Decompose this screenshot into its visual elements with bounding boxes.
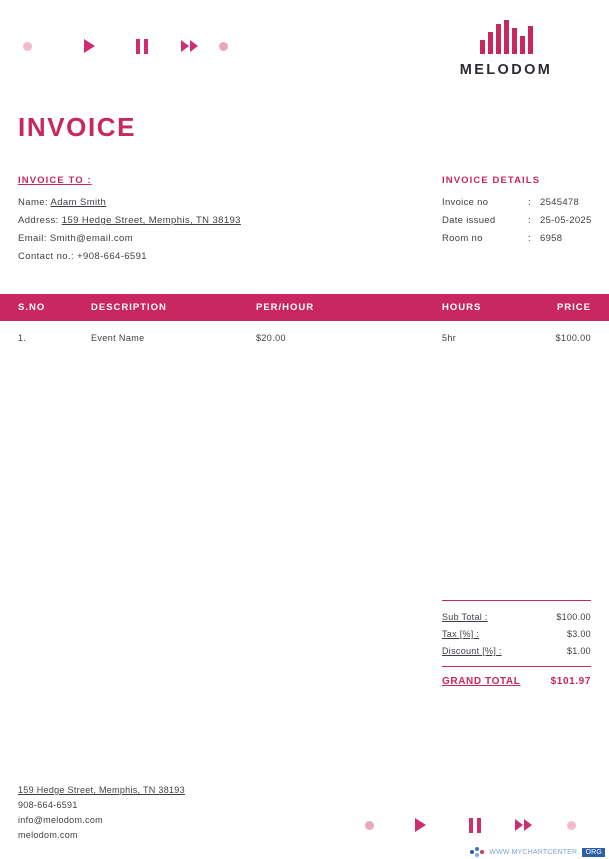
record-dot-icon-4 — [567, 821, 576, 830]
room-no-value: 6958 — [540, 233, 563, 244]
customer-email-row — [18, 233, 348, 244]
customer-email-label: Email: — [18, 233, 47, 244]
customer-name-value: Adam Smith — [50, 197, 107, 208]
brand-logo — [411, 20, 601, 78]
customer-address-row — [18, 215, 348, 226]
date-issued-value: 25-05-2025 — [540, 215, 592, 226]
column-header-per-hour: PER/HOUR — [256, 302, 315, 313]
cell-per-hour: $20.00 — [256, 333, 286, 343]
tax-label: Tax [%] : — [442, 629, 480, 639]
footer-contact — [18, 783, 185, 843]
customer-contact-value: +908-664-6591 — [77, 251, 147, 262]
items-table-header — [0, 294, 609, 321]
totals-block — [442, 600, 591, 687]
invoice-details-row — [442, 197, 592, 215]
page-title: INVOICE — [18, 112, 137, 142]
sub-total-row — [442, 612, 591, 622]
equalizer-icon — [411, 20, 601, 54]
brand-name: MELODOM — [459, 62, 553, 78]
column-header-sno: S.NO — [18, 302, 46, 313]
footer-phone: 908-664-6591 — [18, 800, 78, 810]
invoice-to-block — [18, 175, 348, 269]
totals-divider-bottom — [442, 666, 591, 667]
invoice-no-separator: : — [528, 197, 531, 208]
record-dot-icon-2 — [219, 42, 228, 51]
customer-contact-row — [18, 251, 348, 262]
totals-divider-top — [442, 600, 591, 601]
table-row — [0, 333, 609, 347]
top-decoration-row — [18, 36, 248, 58]
date-issued-separator: : — [528, 215, 531, 226]
watermark-org: ORG — [582, 848, 605, 857]
pause-icon — [136, 39, 148, 54]
invoice-details-row — [442, 215, 592, 233]
customer-contact-label: Contact no.: — [18, 251, 75, 262]
play-icon — [84, 39, 95, 53]
discount-label: Discount [%] : — [442, 646, 502, 656]
watermark-logo-icon — [470, 847, 486, 857]
play-icon-2 — [415, 818, 426, 832]
cell-description: Event Name — [91, 333, 145, 343]
date-issued-label: Date issued — [442, 215, 496, 226]
grand-total-label: GRAND TOTAL — [442, 676, 521, 687]
invoice-details-heading: INVOICE DETAILS — [442, 175, 541, 186]
cell-sno: 1. — [18, 333, 27, 343]
record-dot-icon-3 — [365, 821, 374, 830]
sub-total-value: $100.00 — [556, 612, 591, 622]
tax-row — [442, 629, 591, 639]
grand-total-row — [442, 676, 591, 687]
customer-name-label: Name: — [18, 197, 48, 208]
footer-address: 159 Hedge Street, Memphis, TN 38193 — [18, 785, 185, 795]
column-header-price: PRICE — [556, 302, 591, 313]
customer-email-value: Smith@email.com — [49, 233, 134, 244]
watermark-text: WWW.MYCHARTCENTER. — [489, 848, 580, 856]
invoice-details-row — [442, 233, 592, 251]
watermark — [470, 847, 605, 857]
sub-total-label: Sub Total : — [442, 612, 488, 622]
invoice-to-heading-text: INVOICE TO : — [18, 175, 92, 186]
footer-website: melodom.com — [18, 830, 78, 840]
cell-hours: 5hr — [442, 333, 457, 343]
discount-value: $1.00 — [566, 646, 591, 656]
grand-total-value: $101.97 — [550, 676, 591, 687]
room-no-separator: : — [528, 233, 531, 244]
invoice-details-block — [442, 175, 602, 251]
discount-row — [442, 646, 591, 656]
tax-value: $3.00 — [566, 629, 591, 639]
invoice-details-table — [442, 197, 592, 251]
record-dot-icon — [23, 42, 32, 51]
customer-address-label: Address: — [18, 215, 59, 226]
cell-price: $100.00 — [555, 333, 591, 343]
invoice-to-heading — [18, 175, 348, 186]
column-header-description: DESCRIPTION — [91, 302, 167, 313]
customer-address-value: 159 Hedge Street, Memphis, TN 38193 — [61, 215, 241, 226]
customer-name-row — [18, 197, 348, 208]
footer-email: info@melodom.com — [18, 815, 103, 825]
room-no-label: Room no — [442, 233, 483, 244]
fast-forward-icon — [181, 40, 198, 52]
invoice-no-label: Invoice no — [442, 197, 489, 208]
fast-forward-icon-2 — [515, 819, 532, 831]
pause-icon-2 — [469, 818, 481, 833]
column-header-hours: HOURS — [442, 302, 482, 313]
invoice-no-value: 2545478 — [540, 197, 580, 208]
bottom-decoration-row — [365, 815, 595, 837]
